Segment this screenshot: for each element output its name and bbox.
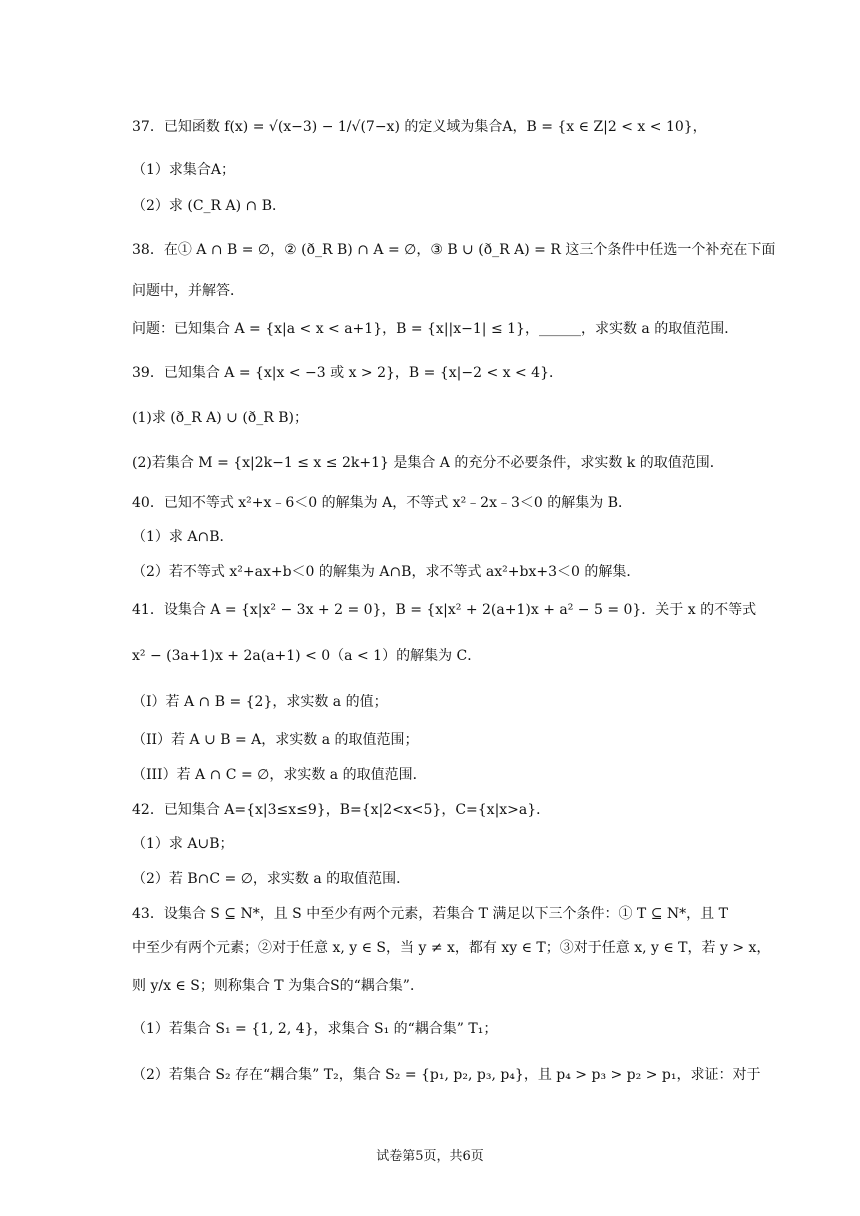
- problem-41-line-5: （III）若 A ∩ C = ∅，求实数 a 的取值范围．: [132, 767, 427, 783]
- page-footer: 试卷第5页，共6页: [376, 1149, 484, 1164]
- problem-38-line-3: 问题：已知集合 A = {x|a < x < a+1}，B = {x||x−1| ≤ 1}，______，求实数 a 的取值范围．: [132, 321, 739, 337]
- problem-37-line-1: 37．已知函数 f(x) = √(x−3) − 1/√(7−x) 的定义域为集合A，B = {x ∈ Z|2 < x < 10}，: [132, 119, 707, 135]
- problem-38-line-1: 38．在① A ∩ B = ∅，② (ð_R B) ∩ A = ∅，③ B ∪ (ð_R A) = R 这三个条件中任选一个补充在下面: [132, 242, 776, 258]
- problem-39-line-3: (2)若集合 M = {x|2k−1 ≤ x ≤ 2k+1} 是集合 A 的充分不必要条件，求实数 k 的取值范围．: [132, 455, 724, 471]
- problem-39-line-2: (1)求 (ð_R A) ∪ (ð_R B)；: [132, 410, 308, 426]
- problem-43-line-5: （2）若集合 S₂ 存在“耦合集” T₂，集合 S₂ = {p₁, p₂, p₃, p₄}，且 p₄ > p₃ > p₂ > p₁，求证：对于: [132, 1067, 761, 1083]
- problem-40-line-1: 40．已知不等式 x²+x﹣6＜0 的解集为 A，不等式 x²﹣2x﹣3＜0 的解集为 B．: [132, 495, 632, 511]
- problem-37-line-2: （1）求集合A；: [132, 162, 236, 178]
- problem-43-line-1: 43．设集合 S ⊆ N*，且 S 中至少有两个元素，若集合 T 满足以下三个条件：① T ⊆ N*，且 T: [132, 906, 728, 922]
- problem-43-line-2: 中至少有两个元素；②对于任意 x, y ∈ S，当 y ≠ x，都有 xy ∈ T；③对于任意 x, y ∈ T，若 y > x，: [132, 940, 771, 956]
- problem-41-line-2: x² − (3a+1)x + 2a(a+1) < 0（a < 1）的解集为 C．: [132, 648, 482, 664]
- problem-41-line-4: （II）若 A ∪ B = A，求实数 a 的取值范围；: [132, 732, 419, 748]
- problem-43-line-4: （1）若集合 S₁ = {1, 2, 4}，求集合 S₁ 的“耦合集” T₁；: [132, 1021, 498, 1037]
- problem-43-line-3: 则 y/x ∈ S；则称集合 T 为集合S的“耦合集”．: [132, 978, 424, 994]
- problem-40-line-3: （2）若不等式 x²+ax+b＜0 的解集为 A∩B，求不等式 ax²+bx+3＜0 的解集．: [132, 564, 641, 580]
- problem-41-line-3: （I）若 A ∩ B = {2}，求实数 a 的值；: [132, 694, 388, 710]
- problem-42-line-2: （1）求 A∪B；: [132, 836, 234, 852]
- problem-42-line-1: 42．已知集合 A={x|3≤x≤9}，B={x|2<x<5}，C={x|x>a}．: [132, 802, 551, 818]
- problem-41-line-1: 41．设集合 A = {x|x² − 3x + 2 = 0}，B = {x|x² + 2(a+1)x + a² − 5 = 0}．关于 x 的不等式: [132, 602, 757, 618]
- problem-37-line-3: （2）求 (C_R A) ∩ B．: [132, 198, 287, 214]
- problem-40-line-2: （1）求 A∩B．: [132, 529, 234, 545]
- problem-39-line-1: 39．已知集合 A = {x|x < −3 或 x > 2}，B = {x|−2 < x < 4}．: [132, 365, 563, 381]
- problem-42-line-3: （2）若 B∩C = ∅，求实数 a 的取值范围．: [132, 871, 411, 887]
- problem-38-line-2: 问题中，并解答．: [132, 283, 244, 299]
